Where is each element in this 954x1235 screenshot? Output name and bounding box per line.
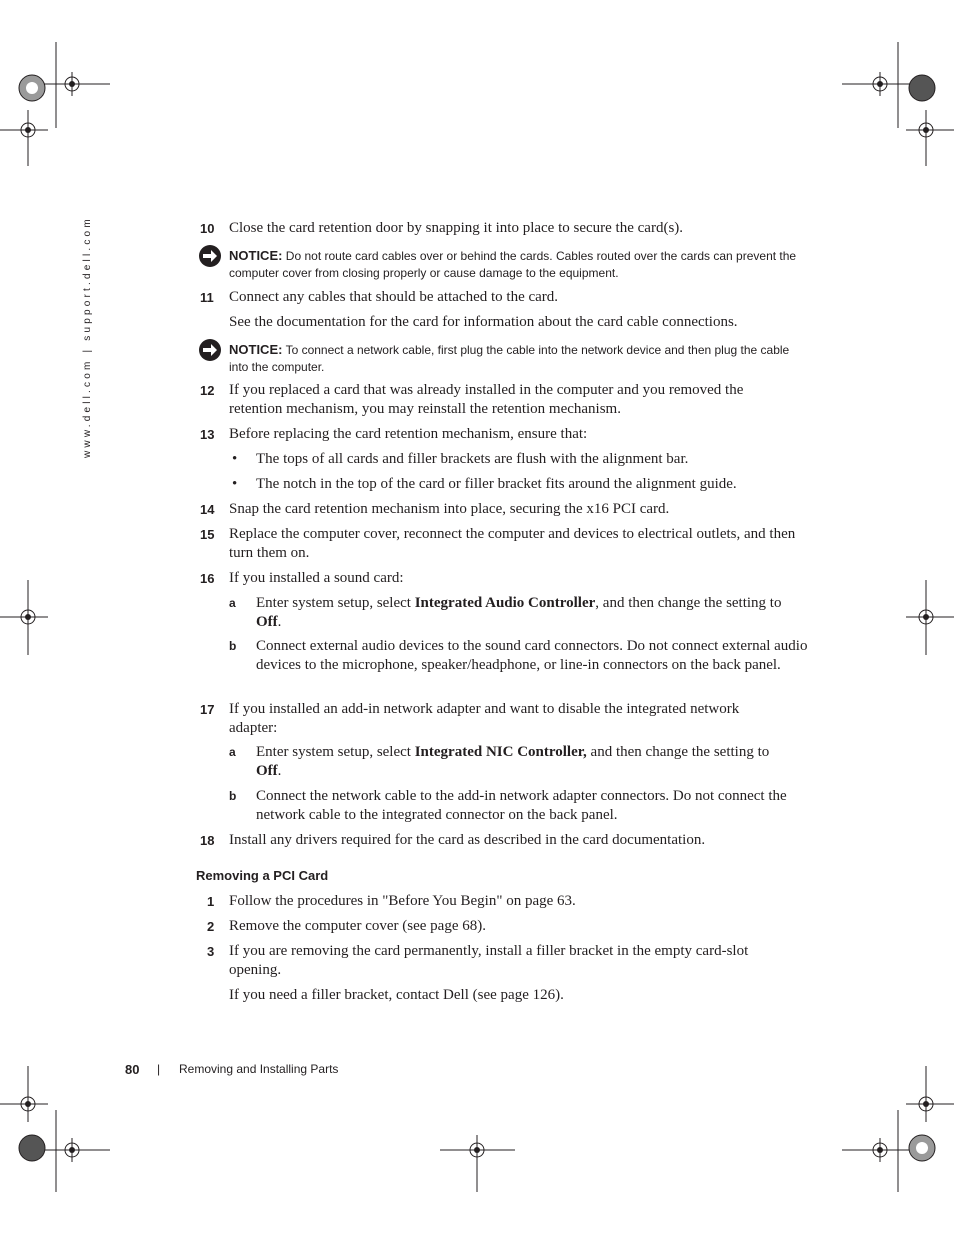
step-number: 15	[200, 527, 215, 542]
substep-label: b	[229, 639, 237, 653]
substep-text	[256, 743, 786, 781]
bullet-text: The notch in the top of the card or filler bracket fits around the alignment guide.	[256, 476, 737, 492]
step-text: If you are removing the card permanently, install a filler bracket in the empty card-slot opening.	[229, 943, 749, 978]
step-number: 1	[207, 894, 215, 909]
substep-text-part: .	[277, 763, 282, 779]
step-number: 2	[207, 919, 215, 934]
bullet: •	[232, 476, 238, 492]
step-text: If you replaced a card that was already installed in the computer and you removed the retention mechanism, you may reinstall the retention mechanism.	[229, 382, 744, 417]
substep-label: b	[229, 789, 237, 803]
step-text: Snap the card retention mechanism into place, securing the x16 PCI card.	[229, 501, 670, 517]
notice-text: Do not route card cables over or behind the cards. Cables routed over the cards can prevent the computer cover from closing properly or cause damage to the equipment.	[229, 249, 797, 280]
step-text: If you installed a sound card:	[229, 570, 404, 586]
step-paragraph: If you need a filler bracket, contact Dell (see page 126).	[229, 987, 564, 1003]
step-number: 10	[200, 221, 215, 236]
side-url: www.dell.com | support.dell.com	[82, 216, 93, 458]
notice-box	[229, 341, 809, 376]
page-number: 80	[125, 1062, 140, 1077]
step-text: Close the card retention door by snapping it into place to secure the card(s).	[229, 220, 684, 236]
substep-text: Connect external audio devices to the sound card connectors. Do not connect external audio devices to the microphone, speaker/headphone, or line-in connectors on the back panel.	[256, 638, 808, 673]
step-text: Connect any cables that should be attached to the card.	[229, 289, 559, 305]
substep-label: a	[229, 745, 236, 759]
notice-label: NOTICE:	[229, 342, 283, 357]
step-number: 14	[200, 502, 215, 517]
notice-text: To connect a network cable, first plug the cable into the network device and then plug the cable into the computer.	[229, 343, 790, 374]
setting-value: Off	[256, 763, 278, 779]
step-number: 17	[200, 702, 215, 717]
step-text: Replace the computer cover, reconnect the computer and devices to electrical outlets, and then turn them on.	[229, 526, 796, 561]
step-number: 11	[200, 290, 214, 305]
step-text: Before replacing the card retention mechanism, ensure that:	[229, 426, 588, 442]
substep-text-part: , and then change the setting to	[595, 595, 782, 611]
substep-text	[256, 594, 796, 632]
step-number: 13	[200, 427, 215, 442]
bullet-text: The tops of all cards and filler brackets are flush with the alignment bar.	[256, 451, 689, 467]
notice-icon	[198, 244, 222, 268]
step-text: If you installed an add-in network adapter and want to disable the integrated network adapter:	[229, 701, 740, 736]
menu-option-name: Integrated NIC Controller,	[414, 744, 587, 760]
step-text: Follow the procedures in "Before You Begin" on page 63.	[229, 893, 576, 909]
notice-icon	[198, 338, 222, 362]
section-heading: Removing a PCI Card	[196, 868, 329, 883]
step-text: Remove the computer cover (see page 68).	[229, 918, 486, 934]
step-number: 16	[200, 571, 215, 586]
substep-text-part: and then change the setting to	[586, 744, 770, 760]
step-text: Install any drivers required for the card as described in the card documentation.	[229, 832, 706, 848]
chapter-title: Removing and Installing Parts	[179, 1062, 339, 1076]
footer-separator: |	[157, 1062, 161, 1076]
step-paragraph: See the documentation for the card for information about the card cable connections.	[229, 314, 738, 330]
bullet: •	[232, 451, 238, 467]
substep-text-part: Enter system setup, select	[256, 744, 415, 760]
notice-box	[229, 247, 809, 282]
substep-text: Connect the network cable to the add-in network adapter connectors. Do not connect the network cable to the integrated connector on the back panel.	[256, 788, 787, 823]
step-number: 18	[200, 833, 215, 848]
step-number: 3	[207, 944, 215, 959]
setting-value: Off	[256, 614, 278, 630]
substep-text-part: Enter system setup, select	[256, 595, 415, 611]
substep-text-part: .	[277, 614, 282, 630]
step-number: 12	[200, 383, 215, 398]
menu-option-name: Integrated Audio Controller	[414, 595, 596, 611]
substep-label: a	[229, 596, 236, 610]
notice-label: NOTICE:	[229, 248, 283, 263]
